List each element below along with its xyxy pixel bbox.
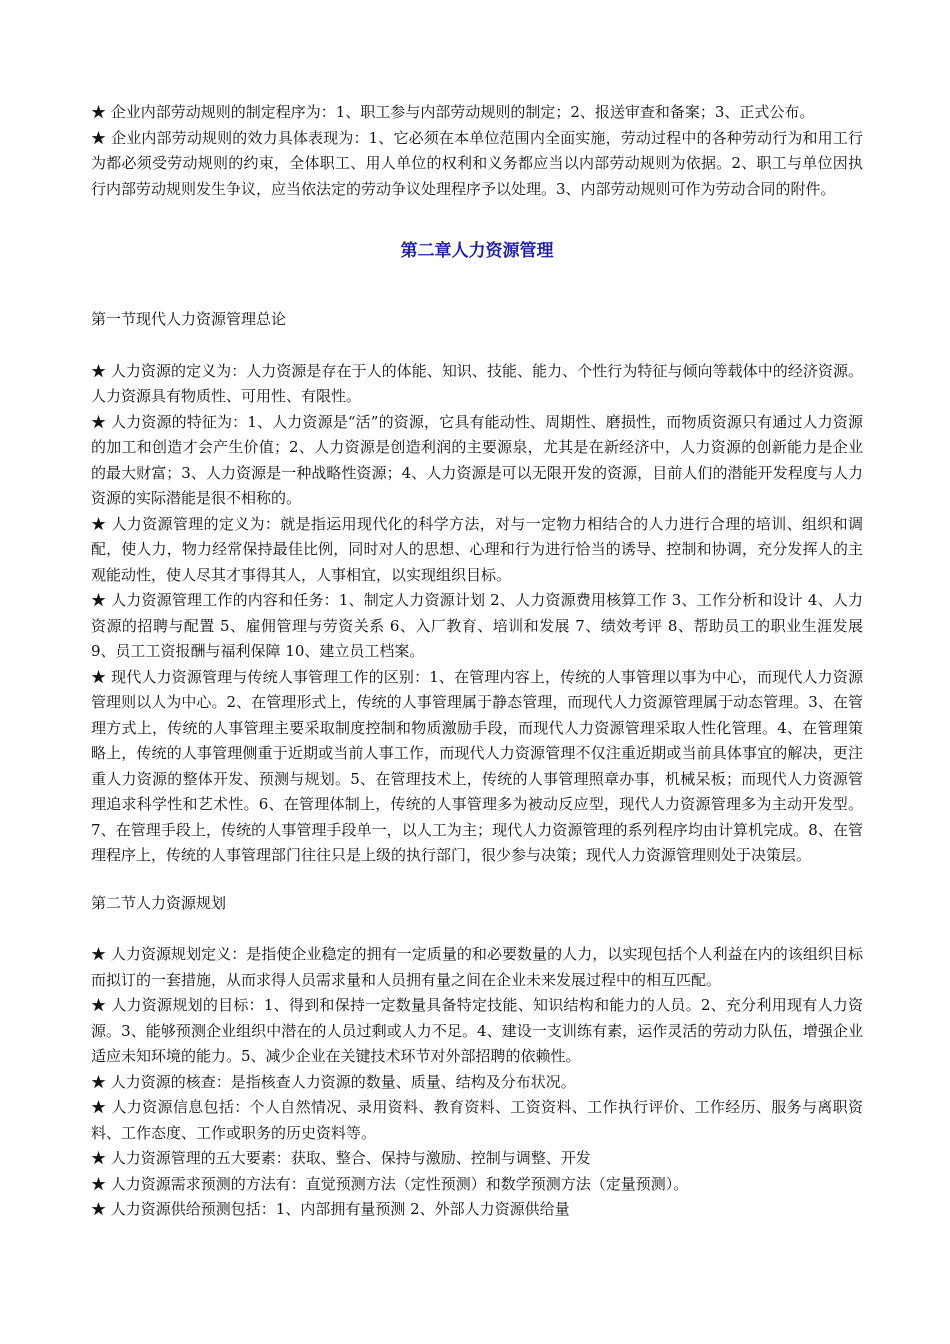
- section2-paragraph-2: ★ 人力资源规划的目标：1、得到和保持一定数量具备特定技能、知识结构和能力的人员。2、充分利用现有人力资源。3、能够预测企业组织中潜在的人员过剩或人力不足。4、建设一支训练有素，运作灵活的劳动力队伍，增强企业适应未知环境的能力。5、减少企业在关键技术环节对外部招聘的依赖性。: [91, 996, 863, 1065]
- document-page: [91, 100, 863, 1223]
- section2-paragraph-1: ★ 人力资源规划定义：是指使企业稳定的拥有一定质量的和必要数量的人力，以实现包括个人利益在内的该组织目标而拟订的一套措施，从而求得人员需求量和人员拥有量之间在企业未来发展过程中的相互匹配。: [91, 945, 863, 989]
- section1-paragraph-4: ★ 人力资源管理工作的内容和任务：1、制定人力资源计划 2、人力资源费用核算工作 3、工作分析和设计 4、人力资源的招聘与配置 5、雇佣管理与劳资关系 6、入厂教育、培训和发展 7、绩效考评 8、帮助员工的职业生涯发展 9、员工工资报酬与福利保障 10、建立员工档案。: [91, 591, 863, 660]
- section1-paragraph-1: ★ 人力资源的定义为：人力资源是存在于人的体能、知识、技能、能力、个性行为特征与倾向等载体中的经济资源。人力资源具有物质性、可用性、有限性。: [91, 361, 863, 405]
- chapter-title: 第二章人力资源管理: [400, 241, 554, 261]
- section2-paragraph-3: ★ 人力资源的核查：是指核查人力资源的数量、质量、结构及分布状况。: [91, 1072, 576, 1091]
- section2-paragraph-4: ★ 人力资源信息包括：个人自然情况、录用资料、教育资料、工资资料、工作执行评价、工作经历、服务与离职资料、工作态度、工作或职务的历史资料等。: [91, 1098, 863, 1142]
- intro-paragraph-1: ★ 企业内部劳动规则的制定程序为：1、职工参与内部劳动规则的制定；2、报送审查和备案；3、正式公布。: [91, 103, 815, 121]
- section1-paragraph-5: ★ 现代人力资源管理与传统人事管理工作的区别：1、在管理内容上，传统的人事管理以事为中心，而现代人力资源管理则以人为中心。2、在管理形式上，传统的人事管理属于静态管理，而现代人力资源管理属于动态管理。3、在管理方式上，传统的人事管理主要采取制度控制和物质激励手段，而现代人力资源管理采取人性化管理。4、在管理策略上，传统的人事管理侧重于近期或当前人事工作，而现代人力资源管理不仅注重近期或当前具体事宜的解决，更注重人力资源的整体开发、预测与规划。5、在管理技术上，传统的人事管理照章办事，机械呆板；而现代人力资源管理追求科学性和艺术性。6、在管理体制上，传统的人事管理多为被动反应型，现代人力资源管理多为主动开发型。7、在管理手段上，传统的人事管理手段单一，以人工为主；现代人力资源管理的系列程序均由计算机完成。8、在管理程序上，传统的人事管理部门往往只是上级的执行部门，很少参与决策；现代人力资源管理则处于决策层。: [91, 667, 863, 864]
- section-title: 第一节现代人力资源管理总论: [91, 310, 287, 328]
- section-title: 第二节人力资源规划: [91, 893, 227, 912]
- section2-paragraph-7: ★ 人力资源供给预测包括：1、内部拥有量预测 2、外部人力资源供给量: [91, 1200, 570, 1218]
- section2-paragraph-5: ★ 人力资源管理的五大要素：获取、整合、保持与激励、控制与调整、开发: [91, 1149, 591, 1167]
- section1-paragraph-3: ★ 人力资源管理的定义为：就是指运用现代化的科学方法，对与一定物力相结合的人力进行合理的培训、组织和调配，使人力，物力经常保持最佳比例，同时对人的思想、心理和行为进行恰当的诱导、控制和协调，充分发挥人的主观能动性，使人尽其才事得其人，人事相宜，以实现组织目标。: [91, 514, 863, 584]
- section2-paragraph-6: ★ 人力资源需求预测的方法有：直觉预测方法（定性预测）和数学预测方法（定量预测）。: [91, 1174, 689, 1193]
- intro-paragraph-2: ★ 企业内部劳动规则的效力具体表现为：1、它必须在本单位范围内全面实施，劳动过程中的各种劳动行为和用工行为都必须受劳动规则的约束，全体职工、用人单位的权利和义务都应当以内部劳动规则为依据。2、职工与单位因执行内部劳动规则发生争议，应当依法定的劳动争议处理程序予以处理。3、内部劳动规则可作为劳动合同的附件。: [91, 128, 863, 198]
- section1-paragraph-2: ★ 人力资源的特征为：1、人力资源是“活”的资源，它具有能动性、周期性、磨损性，而物质资源只有通过人力资源的加工和创造才会产生价值；2、人力资源是创造利润的主要源泉，尤其是在新经济中，人力资源的创新能力是企业的最大财富；3、人力资源是一种战略性资源；4、人力资源是可以无限开发的资源，目前人们的潜能开发程度与人力资源的实际潜能是很不相称的。: [91, 412, 863, 507]
